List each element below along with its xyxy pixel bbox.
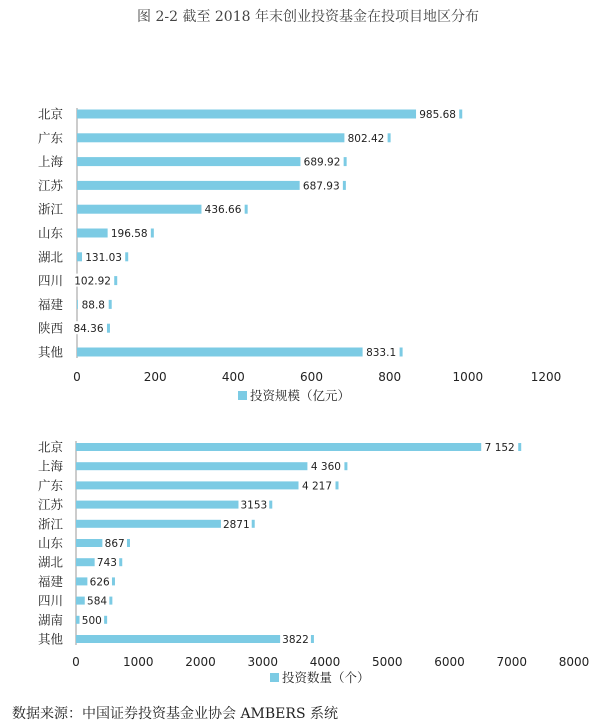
data-label: 2871 [222, 518, 250, 531]
bar [76, 462, 347, 470]
category-label: 四川 [38, 273, 64, 289]
bar [77, 110, 462, 119]
data-label: 4 217 [301, 480, 333, 493]
category-label: 北京 [38, 106, 64, 122]
x-tick-label: 8000 [558, 655, 590, 669]
data-label: 131.03 [85, 251, 122, 264]
data-label: 3153 [240, 499, 268, 512]
data-label: 500 [81, 614, 102, 627]
x-tick-label: 600 [300, 370, 323, 384]
x-tick-label: 0 [73, 370, 81, 384]
data-label: 687.93 [302, 180, 340, 193]
x-tick-label: 2000 [185, 655, 216, 669]
x-tick-label: 800 [378, 370, 402, 384]
x-tick-label: 1000 [452, 370, 484, 384]
data-label: 102.92 [74, 275, 111, 288]
data-source-note: 数据来源：中国证券投资基金业协会 AMBERS 系统 [12, 706, 338, 722]
x-tick-label: 400 [221, 370, 245, 384]
category-label: 湖北 [38, 554, 64, 570]
category-label: 浙江 [38, 201, 64, 217]
x-tick-label: 200 [143, 370, 167, 384]
category-label: 江苏 [38, 497, 64, 513]
x-tick-label: 7000 [496, 655, 528, 669]
x-tick-label: 6000 [434, 655, 465, 669]
x-tick-label: 3000 [247, 655, 279, 669]
category-label: 陕西 [38, 320, 64, 336]
data-label: 833.1 [366, 347, 397, 359]
x-tick-label: 1000 [122, 655, 154, 669]
data-label: 436.66 [204, 204, 242, 217]
legend-swatch [238, 391, 247, 400]
category-label: 广东 [38, 130, 64, 146]
category-label: 广东 [38, 477, 64, 493]
data-label: 584 [87, 595, 108, 608]
category-label: 北京 [38, 439, 64, 455]
legend-label: 投资规模（亿元） [250, 388, 351, 403]
category-label: 浙江 [38, 516, 64, 532]
x-tick-label: 1200 [530, 370, 562, 384]
category-label: 山东 [38, 225, 64, 241]
category-label: 福建 [38, 296, 64, 312]
data-label: 626 [89, 576, 110, 589]
category-label: 上海 [38, 154, 64, 170]
category-label: 四川 [38, 593, 64, 609]
category-label: 湖北 [38, 249, 64, 265]
category-label: 江苏 [38, 177, 64, 193]
data-label: 88.8 [81, 299, 106, 312]
data-label: 4 360 [310, 461, 341, 474]
data-label: 802.42 [347, 132, 385, 145]
data-label: 84.36 [73, 323, 104, 336]
data-label: 743 [96, 557, 117, 570]
data-label: 196.58 [110, 228, 148, 240]
bar [76, 443, 521, 451]
x-tick-label: 0 [72, 655, 80, 669]
bar [77, 133, 391, 142]
bar [76, 635, 314, 643]
category-label: 山东 [38, 535, 64, 551]
legend-label: 投资数量（个） [282, 670, 370, 685]
category-label: 上海 [38, 458, 64, 474]
data-label: 3822 [282, 634, 309, 646]
data-label: 689.92 [303, 156, 341, 169]
category-label: 其他 [38, 344, 64, 360]
data-label: 7 152 [484, 442, 515, 454]
x-tick-label: 5000 [371, 655, 403, 669]
data-label: 985.68 [419, 109, 457, 121]
category-label: 其他 [38, 631, 64, 647]
data-label: 867 [104, 538, 125, 550]
figure-title: 图 2-2 截至 2018 年末创业投资基金在投项目地区分布 [137, 9, 479, 25]
category-label: 福建 [38, 573, 64, 589]
investment-count-chart [0, 432, 616, 692]
x-tick-label: 4000 [309, 655, 341, 669]
category-label: 湖南 [38, 612, 64, 628]
legend-swatch [270, 673, 279, 682]
bar [77, 348, 403, 357]
investment-scale-chart [0, 100, 616, 410]
